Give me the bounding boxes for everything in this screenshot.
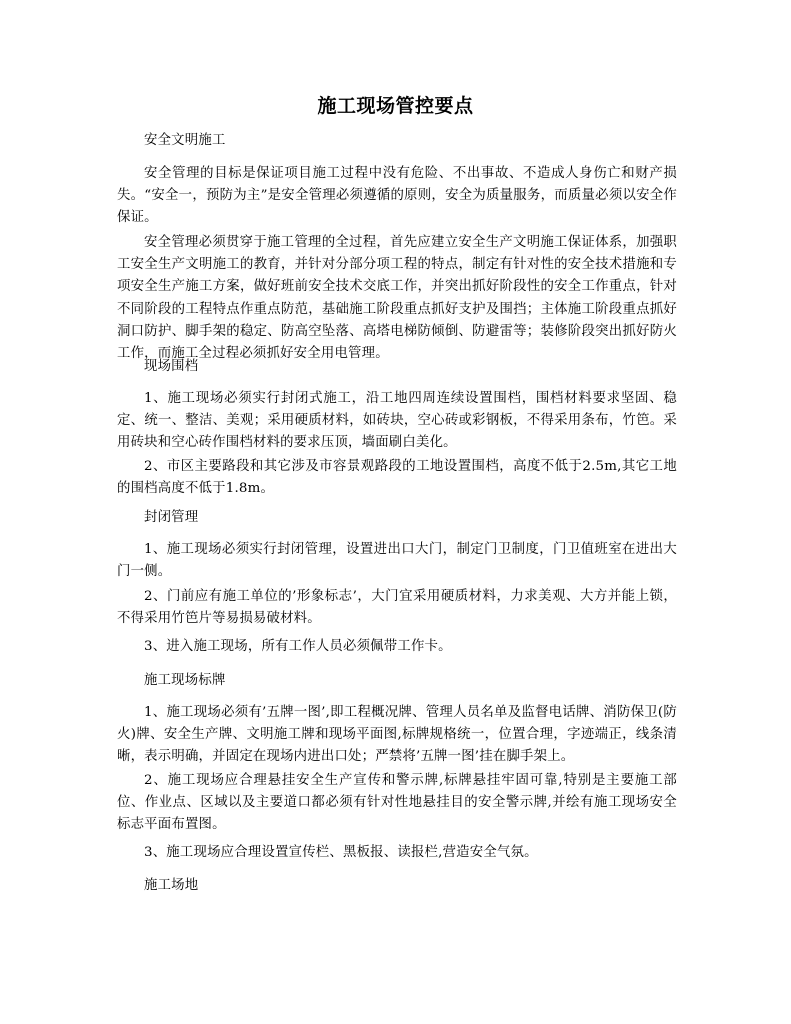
paragraph: 1、施工现场必须实行封闭式施工，沿工地四周连续设置围档，围档材料要求坚固、稳定、统一、整洁、美观；采用硬质材料，如砖块，空心砖或彩钢板，不得采用条布，竹笆。采用砖块和空心砖作围档材料的要求压顶，墙面刷白美化。 [117, 391, 677, 451]
paragraph: 3、进入施工现场，所有工作人员必须佩带工作卡。 [144, 639, 452, 654]
paragraph: 1、施工现场必须实行封闭管理，设置进出口大门，制定门卫制度，门卫值班室在进出大门一侧。 [117, 542, 677, 580]
paragraph: 3、施工现场应合理设置宣传栏、黑板报、读报栏,营造安全气氛。 [144, 845, 538, 860]
paragraph: 安全管理的目标是保证项目施工过程中没有危险、不出事故、不造成人身伤亡和财产损失。“安全一，预防为主”是安全管理必须遵循的原则，安全为质量服务，而质量必须以安全作保证。 [117, 166, 677, 226]
page-title: 施工现场管控要点 [317, 95, 474, 117]
section-heading: 施工现场标牌 [144, 673, 226, 688]
paragraph: 1、施工现场必须有’五牌一图’,即工程概况牌、管理人员名单及监督电话牌、消防保卫(防火)牌、安全生产牌、文明施工牌和现场平面图,标牌规格统一，位置合理，字迹端正，线条清晰，表示明确，并固定在现场内进出口处；严禁将’五牌一图’挂在脚手架上。 [117, 705, 677, 765]
paragraph: 2、施工现场应合理悬挂安全生产宣传和警示牌,标牌悬挂牢固可靠,特别是主要施工部位、作业点、区域以及主要道口都必须有针对性地悬挂目的安全警示牌,并绘有施工现场安全标志平面布置图。 [117, 773, 677, 833]
section-heading: 安全文明施工 [144, 133, 226, 148]
section-heading: 施工场地 [144, 878, 199, 893]
paragraph: 安全管理必须贯穿于施工管理的全过程，首先应建立安全生产文明施工保证体系，加强职工安全生产文明施工的教育，并针对分部分项工程的特点，制定有针对性的安全技术措施和专项安全生产施工方案，做好班前安全技术交底工作，并突出抓好阶段性的安全工作重点，针对不同阶段的工程特点作重点防范，基础施工阶段重点抓好支护及围挡；主体施工阶段重点抓好洞口防护、脚手架的稳定、防高空坠落、高塔电梯防倾倒、防避雷等；装修阶段突出抓好防火工作，而施工全过程必须抓好安全用电管理。 [117, 235, 677, 362]
paragraph: 2、市区主要路段和其它涉及市容景观路段的工地设置围档，高度不低于2.5m,其它工地的围档高度不低于1.8m。 [117, 459, 677, 497]
section-heading: 现场围档 [144, 359, 199, 374]
paragraph: 2、门前应有施工单位的’形象标志’，大门宜采用硬质材料，力求美观、大方并能上锁，不得采用竹笆片等易损易破材料。 [117, 589, 677, 627]
section-heading: 封闭管理 [144, 510, 199, 525]
